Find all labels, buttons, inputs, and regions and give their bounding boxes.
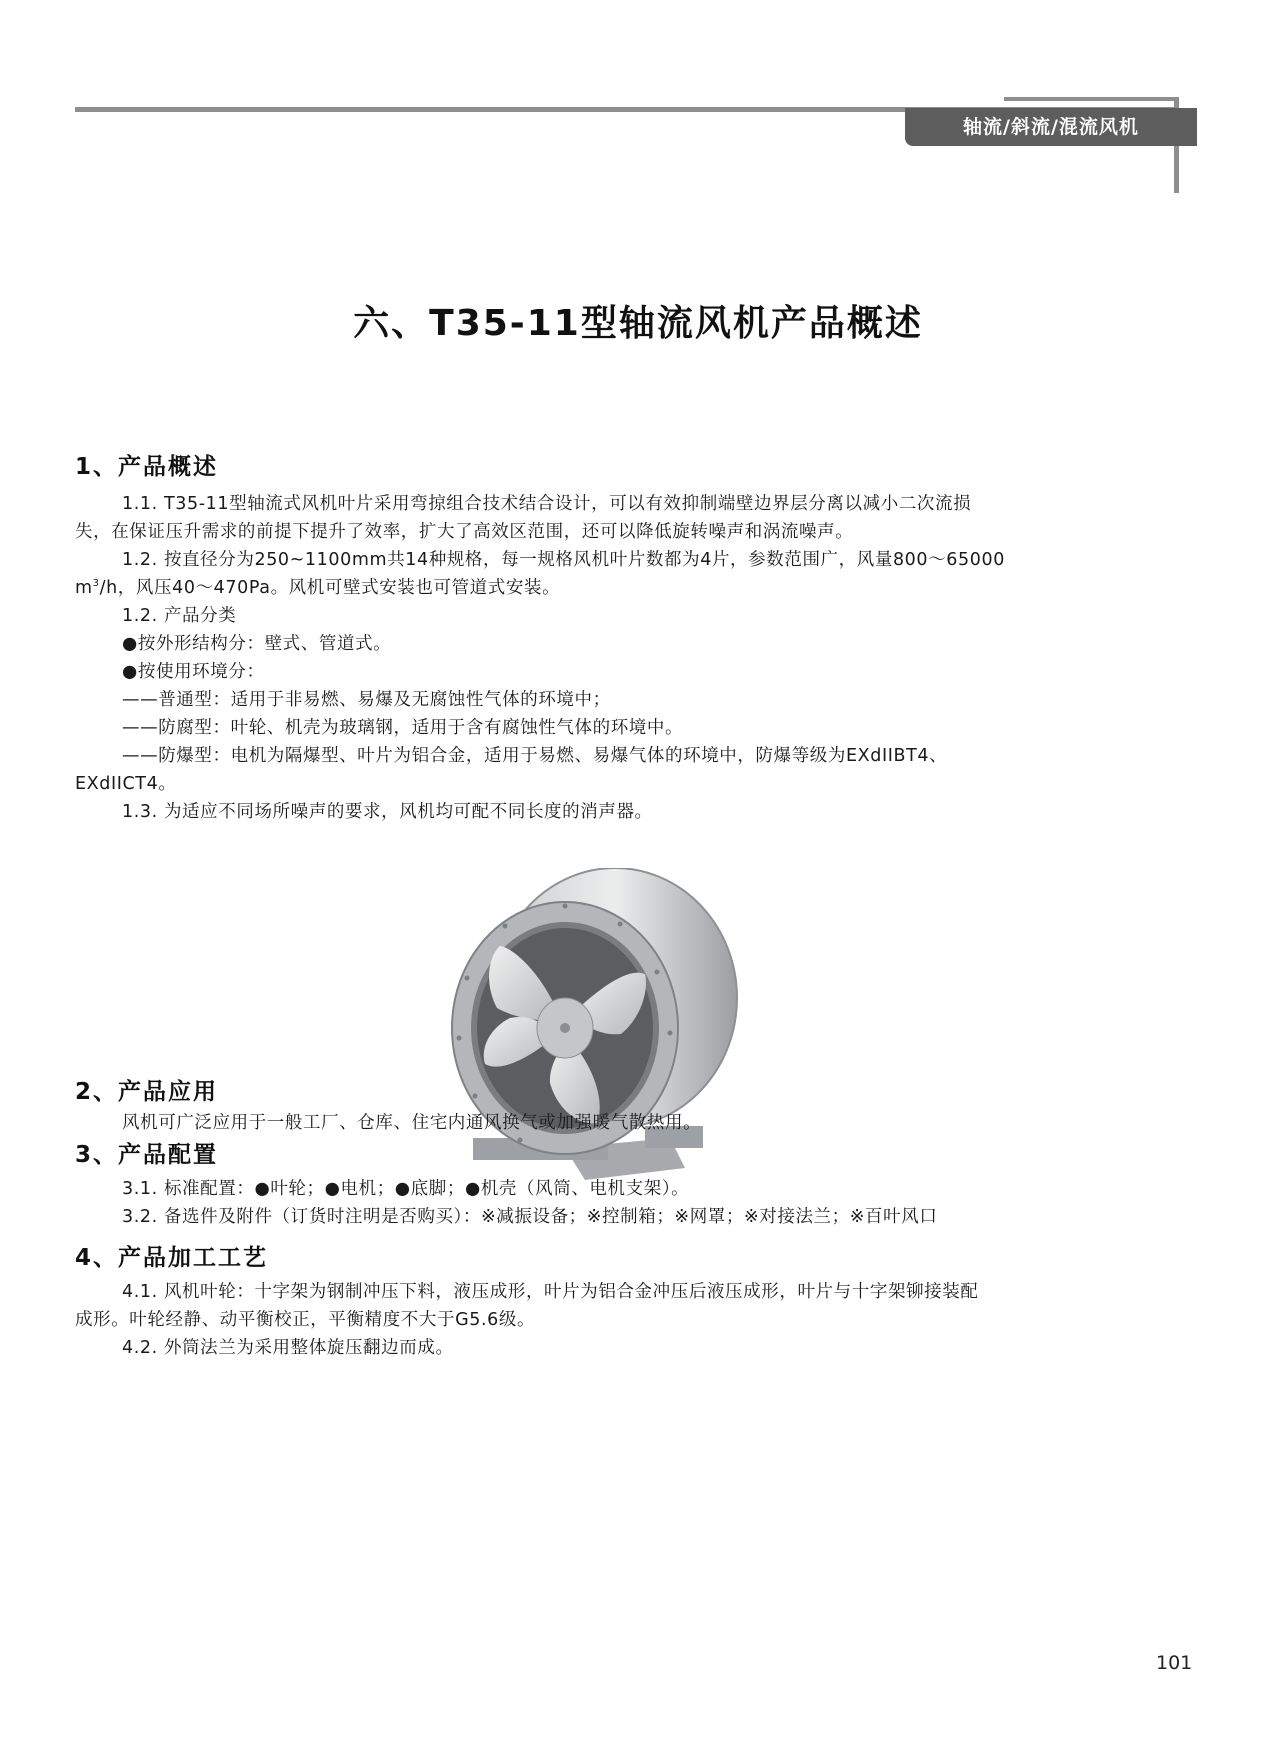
paragraph-4-2: 4.2. 外筒法兰为采用整体旋压翻边而成。 xyxy=(122,1338,454,1358)
type-anticorrosive: ——防腐型：叶轮、机壳为玻璃钢，适用于含有腐蚀性气体的环境中。 xyxy=(122,718,684,738)
page-number: 101 xyxy=(1156,1652,1193,1674)
paragraph-1-2b-text: /h，风压40～470Pa。风机可壁式安装也可管道式安装。 xyxy=(99,578,561,598)
section-heading-configuration: 3、产品配置 xyxy=(75,1142,219,1168)
paragraph-3-2: 3.2. 备选件及附件（订货时注明是否购买）：※减振设备；※控制箱；※网罩；※对接法兰；※百叶风口 xyxy=(122,1207,938,1227)
paragraph-1-3: 1.3. 为适应不同场所噪声的要求，风机均可配不同长度的消声器。 xyxy=(122,802,653,822)
type-explosion-proof-a: ——防爆型：电机为隔爆型、叶片为铝合金，适用于易燃、易爆气体的环境中，防爆等级为EXdIIBT4、 xyxy=(122,746,948,766)
type-explosion-proof-b: EXdIICT4。 xyxy=(75,774,177,794)
bullet-environment: ●按使用环境分： xyxy=(122,662,265,682)
unit-m: m xyxy=(75,578,93,598)
axial-fan-image xyxy=(445,868,745,1186)
paragraph-1-1b: 失，在保证压升需求的前提下提升了效率，扩大了高效区范围，还可以降低旋转噪声和涡流噪声。 xyxy=(75,522,854,542)
header-rule-top xyxy=(1004,97,1179,101)
paragraph-classification: 1.2. 产品分类 xyxy=(122,606,237,626)
type-normal: ——普通型：适用于非易燃、易爆及无腐蚀性气体的环境中； xyxy=(122,690,611,710)
bullet-structure: ●按外形结构分：壁式、管道式。 xyxy=(122,634,392,654)
paragraph-3-1: 3.1. 标准配置：●叶轮；●电机；●底脚；●机壳（风筒、电机支架）。 xyxy=(122,1179,690,1199)
section-heading-application: 2、产品应用 xyxy=(75,1079,219,1105)
category-tab: 轴流/斜流/混流风机 xyxy=(905,108,1197,146)
paragraph-4-1a: 4.1. 风机叶轮：十字架为钢制冲压下料，液压成形，叶片为铝合金冲压后液压成形，叶片与十字架铆接装配 xyxy=(122,1282,979,1302)
paragraph-4-1b: 成形。叶轮经静、动平衡校正，平衡精度不大于G5.6级。 xyxy=(75,1310,536,1330)
page-title: 六、T35-11型轴流风机产品概述 xyxy=(353,303,923,344)
unit-superscript: 3 xyxy=(92,578,100,590)
paragraph-application: 风机可广泛应用于一般工厂、仓库、住宅内通风换气或加强暖气散热用。 xyxy=(122,1113,702,1133)
section-heading-overview: 1、产品概述 xyxy=(75,454,219,480)
paragraph-1-2a: 1.2. 按直径分为250~1100mm共14种规格，每一规格风机叶片数都为4片，参数范围广，风量800～65000 xyxy=(122,550,1005,570)
paragraph-1-2b xyxy=(75,574,560,602)
paragraph-1-1a: 1.1. T35-11型轴流式风机叶片采用弯掠组合技术结合设计，可以有效抑制端壁边界层分离以减小二次流损 xyxy=(122,494,972,514)
section-heading-process: 4、产品加工工艺 xyxy=(75,1245,269,1271)
